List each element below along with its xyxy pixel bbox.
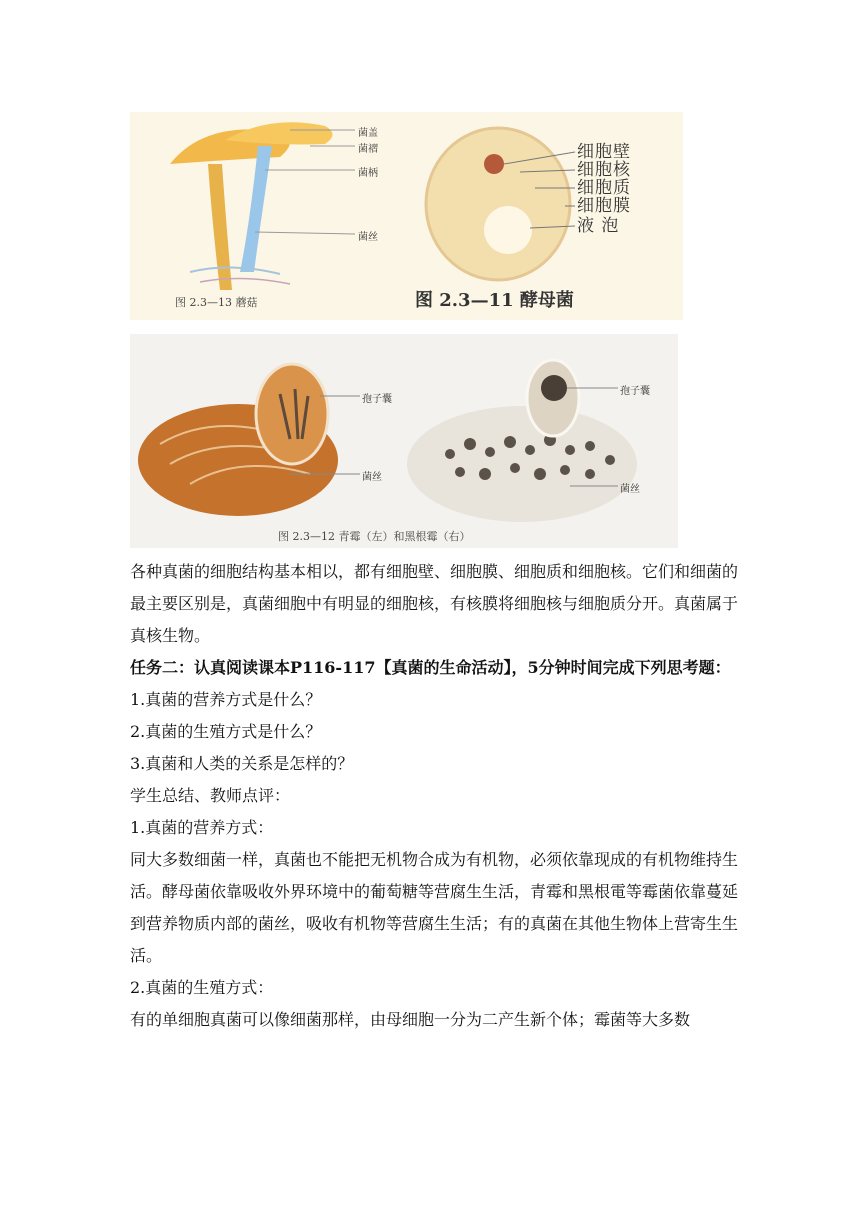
rhizopus-label-sporangium: 孢子囊 (620, 386, 650, 397)
question-3: 3.真菌和人类的关系是怎样的？ (130, 754, 354, 773)
molds-illustration (130, 334, 678, 548)
yeast-label-vacuole: 液 泡 (577, 216, 620, 236)
yeast-drawing (426, 128, 575, 280)
mushroom-label-gills: 菌褶 (358, 144, 378, 155)
summary-line: 学生总结、教师点评： (130, 786, 291, 805)
intro-paragraph: 各种真菌的细胞结构基本相以，都有细胞壁、细胞膜、细胞质和细胞核。它们和细菌的最主要区别是，真菌细胞中有明显的细胞核，有核膜将细胞核与细胞质分开。真菌属于真核生物。 (130, 562, 739, 645)
task-heading: 任务二：认真阅读课本P116-117【真菌的生命活动】，5分钟时间完成下列思考题： (130, 658, 731, 677)
penicillium-label-hyphae: 菌丝 (362, 472, 382, 483)
mushroom-drawing (170, 122, 355, 290)
mushroom-label-stalk: 菌柄 (358, 168, 378, 179)
molds-caption: 图 2.3—12 青霉（左）和黑根霉（右） (278, 530, 471, 543)
mushroom-label-cap: 菌盖 (358, 128, 378, 139)
answer-2-text: 有的单细胞真菌可以像细菌那样，由母细胞一分为二产生新个体；霉菌等大多数 (130, 1010, 691, 1029)
rhizopus-drawing (407, 360, 637, 522)
question-2: 2.真菌的生殖方式是什么？ (130, 722, 322, 741)
question-1: 1.真菌的营养方式是什么？ (130, 690, 322, 709)
mushroom-label-hyphae: 菌丝 (358, 232, 378, 243)
yeast-caption: 图 2.3—11 酵母菌 (415, 290, 574, 311)
yeast-label-membrane: 细胞膜 (577, 196, 631, 216)
answer-1-text: 同大多数细菌一样，真菌也不能把无机物合成为有机物，必须依靠现成的有机物维持生活。酵母菌依靠吸收外界环境中的葡萄糖等营腐生生活，青霉和黑根電等霉菌依靠蔓延到营养物质内部的菌丝，吸收有机物等营腐生生活；有的真菌在其他生物体上营寄生生活。 (130, 850, 739, 965)
mushroom-caption: 图 2.3—13 蘑菇 (175, 296, 258, 309)
answer-1-title: 1.真菌的营养方式： (130, 818, 274, 837)
penicillium-drawing (138, 364, 360, 516)
figure-mushroom-yeast (130, 112, 683, 320)
rhizopus-label-hyphae: 菌丝 (620, 484, 640, 495)
penicillium-label-sporangium: 孢子囊 (362, 394, 392, 405)
yeast-label-cell-wall: 细胞壁 (577, 142, 631, 162)
answer-2-title: 2.真菌的生殖方式： (130, 978, 274, 997)
document-body (130, 556, 740, 1036)
yeast-label-cytoplasm: 细胞质 (577, 178, 631, 198)
figure-molds (130, 334, 678, 548)
yeast-label-nucleus: 细胞核 (577, 160, 631, 180)
